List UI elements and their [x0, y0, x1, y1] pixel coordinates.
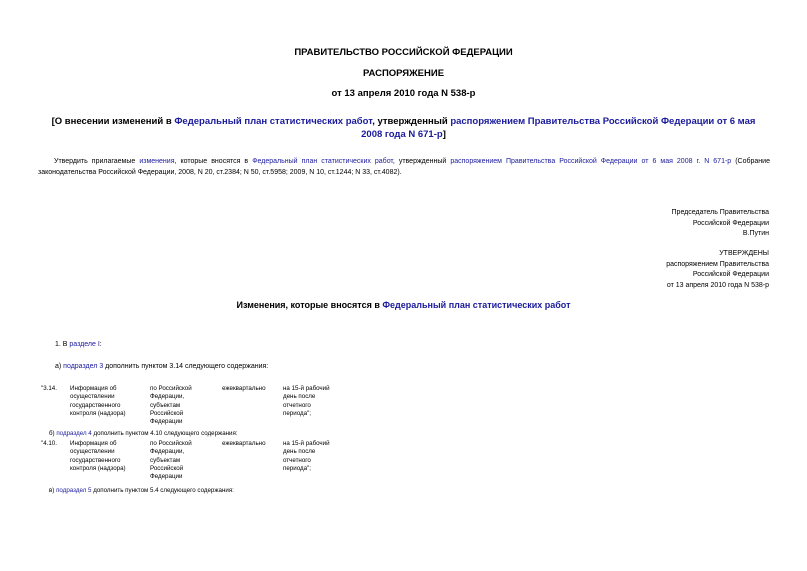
approved-block [666, 249, 769, 291]
item-b-prefix: б) [49, 430, 57, 437]
row-term-line: день после [283, 393, 316, 401]
row-number: "4.10. [41, 440, 57, 447]
item-1-text: 1. В [55, 341, 70, 348]
item-a-link-subsection[interactable]: подраздел 3 [63, 363, 104, 370]
row-info [70, 385, 126, 418]
item-c-prefix: в) [49, 487, 57, 494]
changes-heading [0, 300, 807, 310]
changes-heading-prefix: Изменения, которые вносятся в [236, 300, 383, 310]
item-1-link-section[interactable]: разделе I [69, 341, 100, 348]
row-term-line: периода"; [283, 464, 311, 472]
paragraph-text-4: (Собрание законодательства Российской Федерации, 2008, N 20, ст.2384; N 50, ст.5958; 2009, N 10, ст.1244; N 33, ст.4082). [38, 158, 770, 176]
row-scope-line: субъектам [150, 401, 181, 409]
approval-paragraph [38, 157, 770, 178]
title-middle: , утвержденный [372, 116, 451, 127]
row-info-line: осуществлении [70, 448, 115, 456]
title-link-federal-plan[interactable]: Федеральный план статистических работ [174, 116, 373, 127]
document-title [40, 115, 767, 141]
row-frequency: ежеквартально [222, 440, 266, 447]
signature-name: В.Путин [742, 230, 769, 237]
paragraph-text-2: , которые вносятся в [174, 158, 253, 165]
row-scope-line: Федерации, [150, 393, 185, 401]
row-info-line: государственного [70, 456, 121, 464]
signature-country: Российской Федерации [692, 219, 769, 227]
paragraph-link-federal-plan[interactable]: Федеральный план статистических работ [252, 158, 393, 165]
title-prefix: [О внесении изменений в [51, 116, 175, 127]
item-a [55, 362, 268, 373]
row-scope-line: по Российской [150, 385, 192, 392]
approved-date: от 13 апреля 2010 года N 538-р [666, 281, 769, 289]
row-frequency: ежеквартально [222, 385, 266, 392]
approved-heading: УТВЕРЖДЕНЫ [719, 250, 769, 257]
paragraph-text-1: Утвердить прилагаемые [54, 158, 140, 165]
item-c-link-subsection[interactable]: подраздел 5 [56, 487, 92, 494]
row-term [283, 440, 330, 473]
row-scope [150, 440, 192, 481]
row-term-line: день после [283, 448, 316, 456]
paragraph-link-changes[interactable]: изменения [139, 158, 175, 165]
title-suffix: ] [442, 129, 446, 140]
row-term [283, 385, 330, 418]
signature-position: Председатель Правительства [671, 209, 769, 216]
row-info-line: государственного [70, 401, 121, 409]
row-scope [150, 385, 192, 426]
row-scope-line: субъектам [150, 456, 181, 464]
row-info-line: осуществлении [70, 393, 115, 401]
approved-country: Российской Федерации [692, 271, 769, 278]
document-date-number: от 13 апреля 2010 года N 538-р [331, 88, 476, 99]
row-term-line: на 15-й рабочий [283, 385, 330, 392]
signature-block [672, 208, 769, 240]
row-info-line: контроля (надзора) [70, 464, 126, 472]
changes-heading-link[interactable]: Федеральный план статистических работ [382, 300, 571, 310]
approved-by: распоряжением Правительства [666, 260, 769, 268]
item-b-text: дополнить пунктом 4.10 следующего содержания: [91, 430, 238, 437]
row-scope-line: Российской [150, 409, 184, 417]
item-a-prefix: а) [55, 363, 64, 370]
item-c [49, 487, 234, 495]
paragraph-link-decree[interactable]: распоряжением Правительства Российской Федерации от 6 мая 2008 г. N 671-р [450, 158, 732, 165]
row-scope-line: Федерации [150, 418, 183, 426]
item-a-text: дополнить пунктом 3.14 следующего содержания: [103, 363, 269, 370]
title-link-decree[interactable]: распоряжением Правительства Российской Федерации от 6 мая 2008 года N 671-р [361, 116, 756, 140]
row-scope-line: по Российской [150, 440, 192, 447]
row-info-line: Информация об [70, 440, 117, 447]
row-info-line: Информация об [70, 385, 117, 392]
row-term-line: периода"; [283, 409, 311, 417]
row-info-line: контроля (надзора) [70, 409, 126, 417]
government-heading: ПРАВИТЕЛЬСТВО РОССИЙСКОЙ ФЕДЕРАЦИИ [294, 47, 513, 58]
item-b-link-subsection[interactable]: подраздел 4 [56, 430, 92, 437]
row-scope-line: Российской [150, 464, 184, 472]
item-1-colon: : [99, 341, 102, 348]
paragraph-text-3: , утвержденный [392, 158, 451, 165]
item-c-text: дополнить пунктом 5.4 следующего содержания: [91, 487, 234, 494]
document-type-heading: РАСПОРЯЖЕНИЕ [362, 68, 445, 79]
row-term-line: отчетного [283, 401, 311, 409]
row-scope-line: Федерации, [150, 448, 185, 456]
item-1 [55, 340, 102, 351]
row-term-line: на 15-й рабочий [283, 440, 330, 447]
item-b [49, 430, 238, 438]
row-number: "3.14. [41, 385, 57, 392]
row-scope-line: Федерации [150, 473, 183, 481]
row-info [70, 440, 126, 473]
row-term-line: отчетного [283, 456, 311, 464]
